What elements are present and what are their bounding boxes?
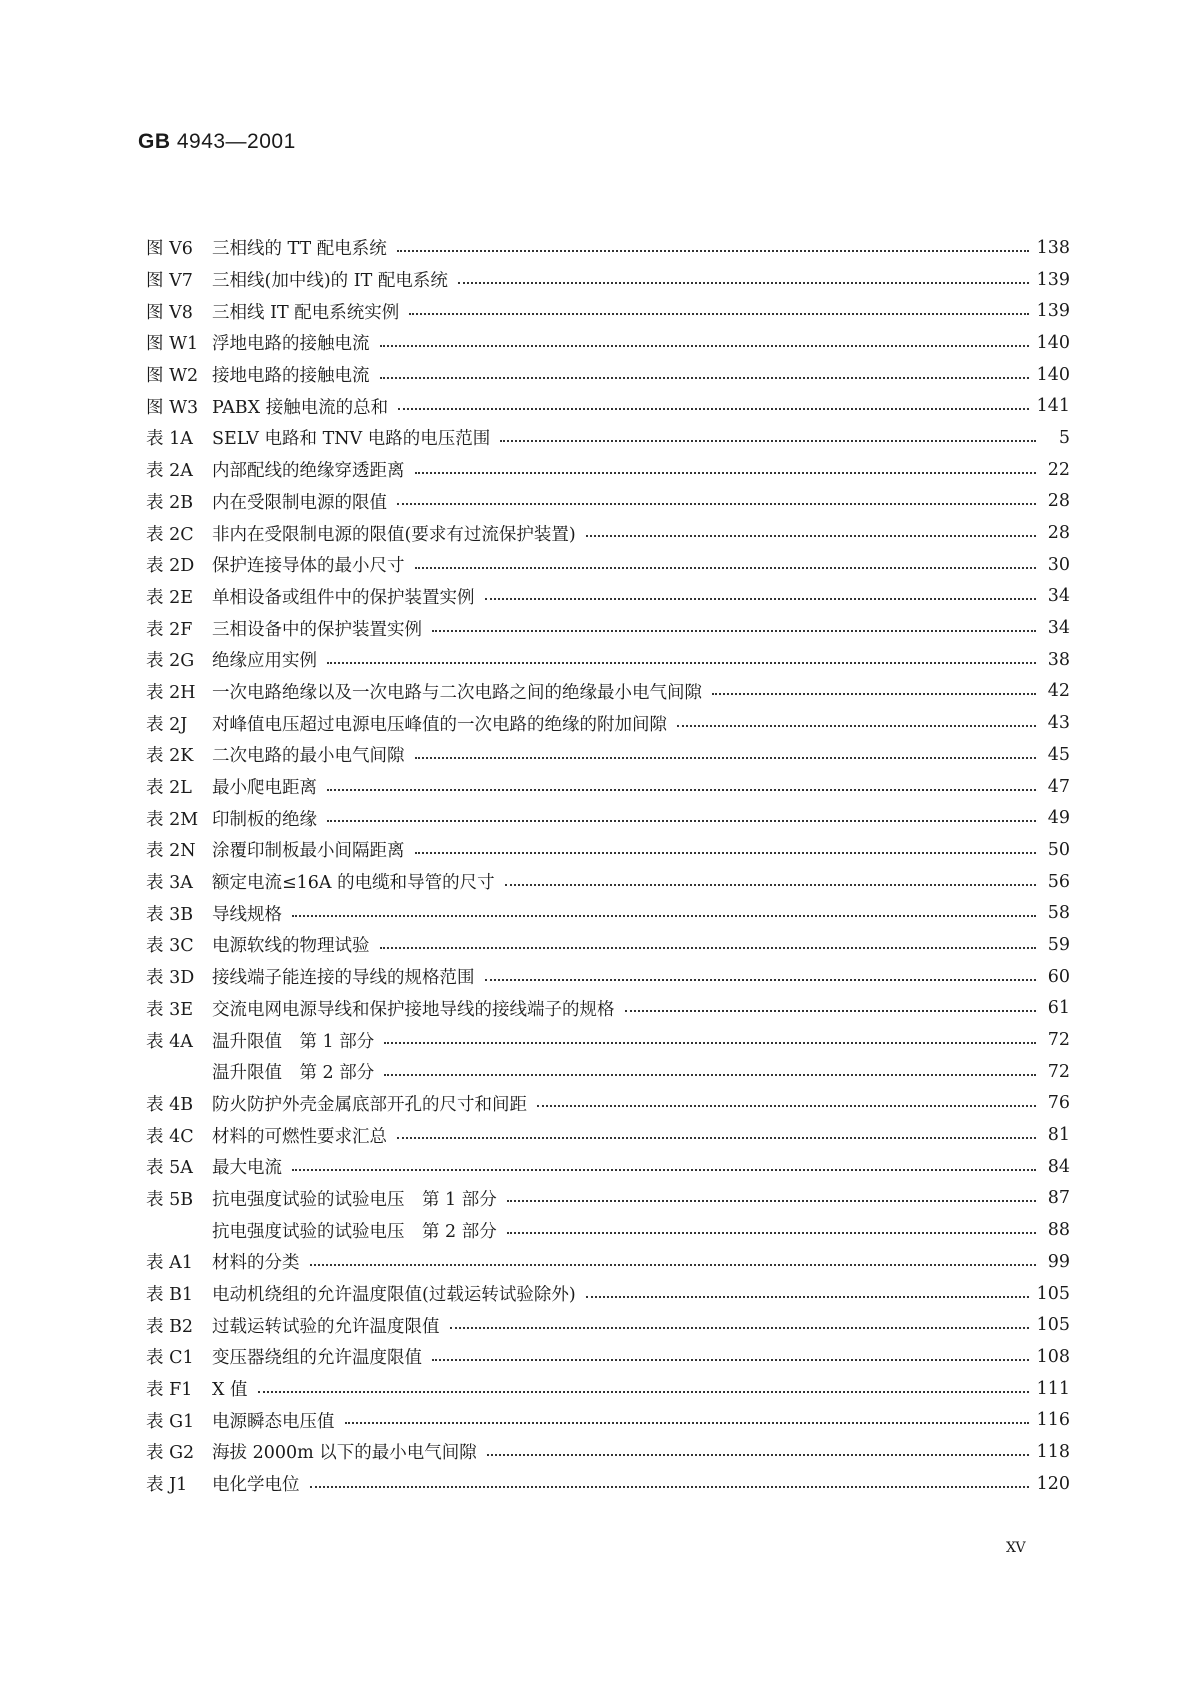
standard-prefix: GB bbox=[138, 130, 171, 153]
toc-entry-page: 140 bbox=[1036, 332, 1070, 353]
toc-dot-leader bbox=[485, 598, 1037, 600]
toc-entry-title: 抗电强度试验的试验电压 第 2 部分 bbox=[212, 1221, 497, 1242]
toc-entry-title: 电源软线的物理试验 bbox=[212, 936, 370, 957]
toc-entry-label: 表 2L bbox=[146, 778, 192, 799]
toc-dot-leader bbox=[507, 1200, 1036, 1202]
toc-entry-label: 表 B2 bbox=[146, 1316, 194, 1337]
toc-entry-title: 内在受限制电源的限值 bbox=[212, 492, 387, 513]
page-number: XV bbox=[1006, 1540, 1026, 1556]
toc-entry[interactable] bbox=[146, 1214, 1070, 1246]
toc-entry-label: 表 2K bbox=[146, 746, 194, 767]
toc-entry-title: 电动机绕组的允许温度限值(过载运转试验除外) bbox=[212, 1285, 576, 1306]
toc-entry-title: 三相线(加中线)的 IT 配电系统 bbox=[212, 271, 448, 292]
toc-dot-leader bbox=[415, 567, 1037, 569]
toc-entry-title: 一次电路绝缘以及一次电路与二次电路之间的绝缘最小电气间隙 bbox=[212, 682, 702, 703]
toc-entry-label: 表 2G bbox=[146, 651, 195, 672]
toc-entry-page: 47 bbox=[1047, 776, 1070, 797]
toc-entry-title: 防火防护外壳金属底部开孔的尺寸和间距 bbox=[212, 1094, 527, 1115]
toc-entry-title: SELV 电路和 TNV 电路的电压范围 bbox=[212, 429, 491, 450]
toc-dot-leader bbox=[450, 1327, 1029, 1329]
toc-dot-leader bbox=[507, 1232, 1036, 1234]
toc-entry[interactable] bbox=[146, 1468, 1070, 1500]
toc-entry-title: 接地电路的接触电流 bbox=[212, 366, 370, 387]
toc-entry[interactable] bbox=[146, 1024, 1070, 1056]
toc-entry[interactable] bbox=[146, 739, 1070, 771]
toc-entry-label: 图 V8 bbox=[146, 302, 193, 323]
toc-entry[interactable] bbox=[146, 390, 1070, 422]
toc-entry-title: 浮地电路的接触电流 bbox=[212, 334, 370, 355]
toc-entry-label: 表 4C bbox=[146, 1126, 194, 1147]
toc-entry-label: 表 2E bbox=[146, 587, 193, 608]
toc-entry-page: 118 bbox=[1036, 1441, 1070, 1462]
toc-entry-page: 88 bbox=[1047, 1220, 1070, 1241]
toc-entry-label: 图 W3 bbox=[146, 397, 199, 418]
toc-entry-label: 表 2H bbox=[146, 682, 196, 703]
toc-dot-leader bbox=[712, 693, 1036, 695]
toc-entry-label: 表 2C bbox=[146, 524, 194, 545]
toc-entry[interactable] bbox=[146, 771, 1070, 803]
toc-entry[interactable] bbox=[146, 707, 1070, 739]
toc-entry-page: 45 bbox=[1047, 744, 1070, 765]
toc-entry-label: 图 V7 bbox=[146, 271, 193, 292]
toc-entry-label: 图 V6 bbox=[146, 239, 193, 260]
toc-dot-leader bbox=[380, 377, 1029, 379]
toc-entry-title: 三相线的 TT 配电系统 bbox=[212, 239, 387, 260]
toc-entry-label: 表 2F bbox=[146, 619, 193, 640]
toc-entry-page: 34 bbox=[1047, 586, 1070, 607]
toc-entry-title: 绝缘应用实例 bbox=[212, 651, 317, 672]
toc-dot-leader bbox=[505, 884, 1036, 886]
toc-entry[interactable] bbox=[146, 264, 1070, 296]
toc-dot-leader bbox=[397, 503, 1036, 505]
toc-entry-page: 84 bbox=[1047, 1156, 1070, 1177]
toc-entry-page: 139 bbox=[1036, 269, 1070, 290]
toc-entry[interactable] bbox=[146, 1183, 1070, 1215]
toc-entry[interactable] bbox=[146, 1309, 1070, 1341]
toc-entry-page: 105 bbox=[1036, 1315, 1070, 1336]
toc-entry[interactable] bbox=[146, 232, 1070, 264]
toc-entry-page: 61 bbox=[1047, 998, 1070, 1019]
toc-entry-label: 表 5B bbox=[146, 1189, 194, 1210]
toc-entry[interactable] bbox=[146, 644, 1070, 676]
toc-entry-page: 59 bbox=[1047, 934, 1070, 955]
toc-dot-leader bbox=[258, 1391, 1029, 1393]
toc-dot-leader bbox=[432, 1359, 1029, 1361]
toc-entry-title: 电源瞬态电压值 bbox=[212, 1411, 335, 1432]
toc-entry-label: 表 G1 bbox=[146, 1411, 195, 1432]
document-header bbox=[138, 130, 296, 154]
toc-dot-leader bbox=[432, 630, 1036, 632]
toc-entry-label: 表 2M bbox=[146, 809, 199, 830]
toc-entry-label: 表 3D bbox=[146, 968, 195, 989]
toc-entry[interactable] bbox=[146, 422, 1070, 454]
toc-entry-label: 表 3E bbox=[146, 999, 193, 1020]
toc-dot-leader bbox=[500, 440, 1036, 442]
toc-entry[interactable] bbox=[146, 961, 1070, 993]
toc-entry[interactable] bbox=[146, 581, 1070, 613]
toc-entry-label: 表 4A bbox=[146, 1031, 193, 1052]
toc-entry[interactable] bbox=[146, 1056, 1070, 1088]
toc-entry-title: 三相线 IT 配电系统实例 bbox=[212, 302, 400, 323]
toc-entry-page: 81 bbox=[1047, 1125, 1070, 1146]
toc-entry-title: X 值 bbox=[212, 1380, 248, 1401]
toc-entry-title: 最大电流 bbox=[212, 1158, 282, 1179]
toc-entry-title: 涂覆印制板最小间隔距离 bbox=[212, 841, 405, 862]
toc-entry-page: 72 bbox=[1047, 1030, 1070, 1051]
toc-entry[interactable] bbox=[146, 1119, 1070, 1151]
toc-entry[interactable] bbox=[146, 897, 1070, 929]
toc-entry[interactable] bbox=[146, 1088, 1070, 1120]
standard-code: 4943—2001 bbox=[176, 130, 296, 153]
toc-dot-leader bbox=[292, 915, 1036, 917]
toc-entry[interactable] bbox=[146, 612, 1070, 644]
toc-entry[interactable] bbox=[146, 929, 1070, 961]
toc-entry-label: 表 3C bbox=[146, 936, 194, 957]
toc-entry-page: 60 bbox=[1047, 966, 1070, 987]
toc-dot-leader bbox=[485, 979, 1037, 981]
toc-entry[interactable] bbox=[146, 1341, 1070, 1373]
toc-dot-leader bbox=[384, 1042, 1036, 1044]
toc-entry-label: 表 3A bbox=[146, 873, 193, 894]
toc-entry-title: 抗电强度试验的试验电压 第 1 部分 bbox=[212, 1189, 497, 1210]
toc-entry-label: 表 4B bbox=[146, 1094, 194, 1115]
toc-entry-label: 表 1A bbox=[146, 429, 193, 450]
toc-entry-page: 22 bbox=[1047, 459, 1070, 480]
toc-entry-label: 表 2N bbox=[146, 841, 196, 862]
toc-entry-page: 105 bbox=[1036, 1283, 1070, 1304]
toc-dot-leader bbox=[397, 250, 1029, 252]
toc-entry-title: 三相设备中的保护装置实例 bbox=[212, 619, 422, 640]
toc-entry-label: 表 A1 bbox=[146, 1253, 193, 1274]
toc-entry[interactable] bbox=[146, 454, 1070, 486]
toc-entry-page: 87 bbox=[1047, 1188, 1070, 1209]
toc-entry-page: 5 bbox=[1058, 427, 1070, 448]
toc-entry-title: 导线规格 bbox=[212, 904, 282, 925]
toc-entry[interactable] bbox=[146, 486, 1070, 518]
toc-entry-label: 表 2D bbox=[146, 556, 195, 577]
toc-entry-title: 最小爬电距离 bbox=[212, 778, 317, 799]
toc-entry-page: 43 bbox=[1047, 713, 1070, 734]
toc-entry[interactable] bbox=[146, 1246, 1070, 1278]
toc-dot-leader bbox=[292, 1169, 1036, 1171]
toc-entry-label: 表 B1 bbox=[146, 1285, 194, 1306]
toc-dot-leader bbox=[537, 1105, 1036, 1107]
toc-entry[interactable] bbox=[146, 1436, 1070, 1468]
toc-entry-page: 76 bbox=[1047, 1093, 1070, 1114]
toc-entry[interactable] bbox=[146, 866, 1070, 898]
toc-dot-leader bbox=[327, 662, 1036, 664]
toc-dot-leader bbox=[380, 947, 1037, 949]
toc-entry-label: 表 2J bbox=[146, 714, 188, 735]
toc-entry-page: 141 bbox=[1036, 396, 1070, 417]
toc-entry[interactable] bbox=[146, 802, 1070, 834]
toc-entry-label: 表 2A bbox=[146, 461, 193, 482]
toc-entry-title: 交流电网电源导线和保护接地导线的接线端子的规格 bbox=[212, 999, 615, 1020]
toc-entry[interactable] bbox=[146, 834, 1070, 866]
toc-entry[interactable] bbox=[146, 1373, 1070, 1405]
toc-entry-title: 材料的分类 bbox=[212, 1253, 300, 1274]
toc-entry-title: 海拔 2000m 以下的最小电气间隙 bbox=[212, 1443, 477, 1464]
toc-entry-page: 30 bbox=[1047, 554, 1070, 575]
toc-dot-leader bbox=[415, 852, 1037, 854]
toc-entry[interactable] bbox=[146, 1151, 1070, 1183]
toc-entry[interactable] bbox=[146, 1278, 1070, 1310]
toc-dot-leader bbox=[327, 789, 1036, 791]
toc-entry-label: 表 5A bbox=[146, 1158, 193, 1179]
toc-entry[interactable] bbox=[146, 676, 1070, 708]
toc-entry-label: 表 G2 bbox=[146, 1443, 195, 1464]
toc-entry-page: 120 bbox=[1036, 1473, 1070, 1494]
toc-entry-page: 99 bbox=[1047, 1251, 1070, 1272]
toc-entry-title: 电化学电位 bbox=[212, 1475, 300, 1496]
toc-entry-title: PABX 接触电流的总和 bbox=[212, 397, 389, 418]
toc-entry-label: 表 F1 bbox=[146, 1380, 193, 1401]
toc-entry-page: 138 bbox=[1036, 237, 1070, 258]
toc-entry[interactable] bbox=[146, 295, 1070, 327]
toc-entry-title: 单相设备或组件中的保护装置实例 bbox=[212, 587, 475, 608]
toc-entry-page: 42 bbox=[1047, 681, 1070, 702]
toc-entry-label: 图 W2 bbox=[146, 366, 199, 387]
toc-dot-leader bbox=[380, 345, 1029, 347]
toc-dot-leader bbox=[397, 1137, 1036, 1139]
toc-entry-title: 对峰值电压超过电源电压峰值的一次电路的绝缘的附加间隙 bbox=[212, 714, 667, 735]
toc-entry-title: 温升限值 第 2 部分 bbox=[212, 1063, 375, 1084]
toc-entry-title: 内部配线的绝缘穿透距离 bbox=[212, 461, 405, 482]
toc-entry-page: 116 bbox=[1036, 1410, 1070, 1431]
toc-entry-title: 非内在受限制电源的限值(要求有过流保护装置) bbox=[212, 524, 576, 545]
toc-dot-leader bbox=[310, 1264, 1037, 1266]
toc-dot-leader bbox=[487, 1454, 1029, 1456]
toc-entry-page: 49 bbox=[1047, 808, 1070, 829]
toc-entry-label: 表 3B bbox=[146, 904, 194, 925]
toc-dot-leader bbox=[409, 313, 1028, 315]
toc-entry[interactable] bbox=[146, 549, 1070, 581]
toc-entry-label: 表 J1 bbox=[146, 1475, 188, 1496]
table-of-contents bbox=[146, 232, 1070, 1500]
toc-entry-title: 印制板的绝缘 bbox=[212, 809, 317, 830]
toc-entry-page: 111 bbox=[1036, 1378, 1070, 1399]
toc-entry-page: 139 bbox=[1036, 301, 1070, 322]
toc-entry[interactable] bbox=[146, 327, 1070, 359]
toc-entry-page: 140 bbox=[1036, 364, 1070, 385]
toc-dot-leader bbox=[345, 1422, 1029, 1424]
toc-dot-leader bbox=[310, 1486, 1029, 1488]
toc-entry-label: 图 W1 bbox=[146, 334, 199, 355]
toc-entry-page: 28 bbox=[1047, 523, 1070, 544]
toc-entry[interactable] bbox=[146, 993, 1070, 1025]
toc-entry[interactable] bbox=[146, 517, 1070, 549]
toc-dot-leader bbox=[415, 472, 1037, 474]
toc-dot-leader bbox=[586, 1296, 1029, 1298]
toc-dot-leader bbox=[625, 1010, 1037, 1012]
toc-dot-leader bbox=[327, 820, 1036, 822]
toc-entry-page: 38 bbox=[1047, 649, 1070, 670]
toc-dot-leader bbox=[384, 1074, 1036, 1076]
toc-dot-leader bbox=[398, 408, 1028, 410]
toc-entry-page: 34 bbox=[1047, 618, 1070, 639]
toc-entry-page: 56 bbox=[1047, 871, 1070, 892]
toc-entry-title: 温升限值 第 1 部分 bbox=[212, 1031, 375, 1052]
toc-entry-title: 额定电流≤16A 的电缆和导管的尺寸 bbox=[212, 873, 495, 894]
toc-dot-leader bbox=[415, 757, 1037, 759]
toc-entry-title: 保护连接导体的最小尺寸 bbox=[212, 556, 405, 577]
toc-entry-page: 58 bbox=[1047, 903, 1070, 924]
toc-entry[interactable] bbox=[146, 359, 1070, 391]
toc-dot-leader bbox=[677, 725, 1036, 727]
toc-entry-title: 变压器绕组的允许温度限值 bbox=[212, 1348, 422, 1369]
toc-entry-page: 28 bbox=[1047, 491, 1070, 512]
toc-entry-title: 二次电路的最小电气间隙 bbox=[212, 746, 405, 767]
toc-entry-title: 材料的可燃性要求汇总 bbox=[212, 1126, 387, 1147]
toc-entry-page: 108 bbox=[1036, 1346, 1070, 1367]
toc-entry[interactable] bbox=[146, 1404, 1070, 1436]
toc-entry-label: 表 2B bbox=[146, 492, 194, 513]
toc-entry-title: 接线端子能连接的导线的规格范围 bbox=[212, 968, 475, 989]
toc-entry-page: 72 bbox=[1047, 1061, 1070, 1082]
toc-dot-leader bbox=[586, 535, 1036, 537]
toc-entry-label: 表 C1 bbox=[146, 1348, 194, 1369]
toc-dot-leader bbox=[458, 282, 1029, 284]
toc-entry-title: 过载运转试验的允许温度限值 bbox=[212, 1316, 440, 1337]
toc-entry-page: 50 bbox=[1047, 839, 1070, 860]
